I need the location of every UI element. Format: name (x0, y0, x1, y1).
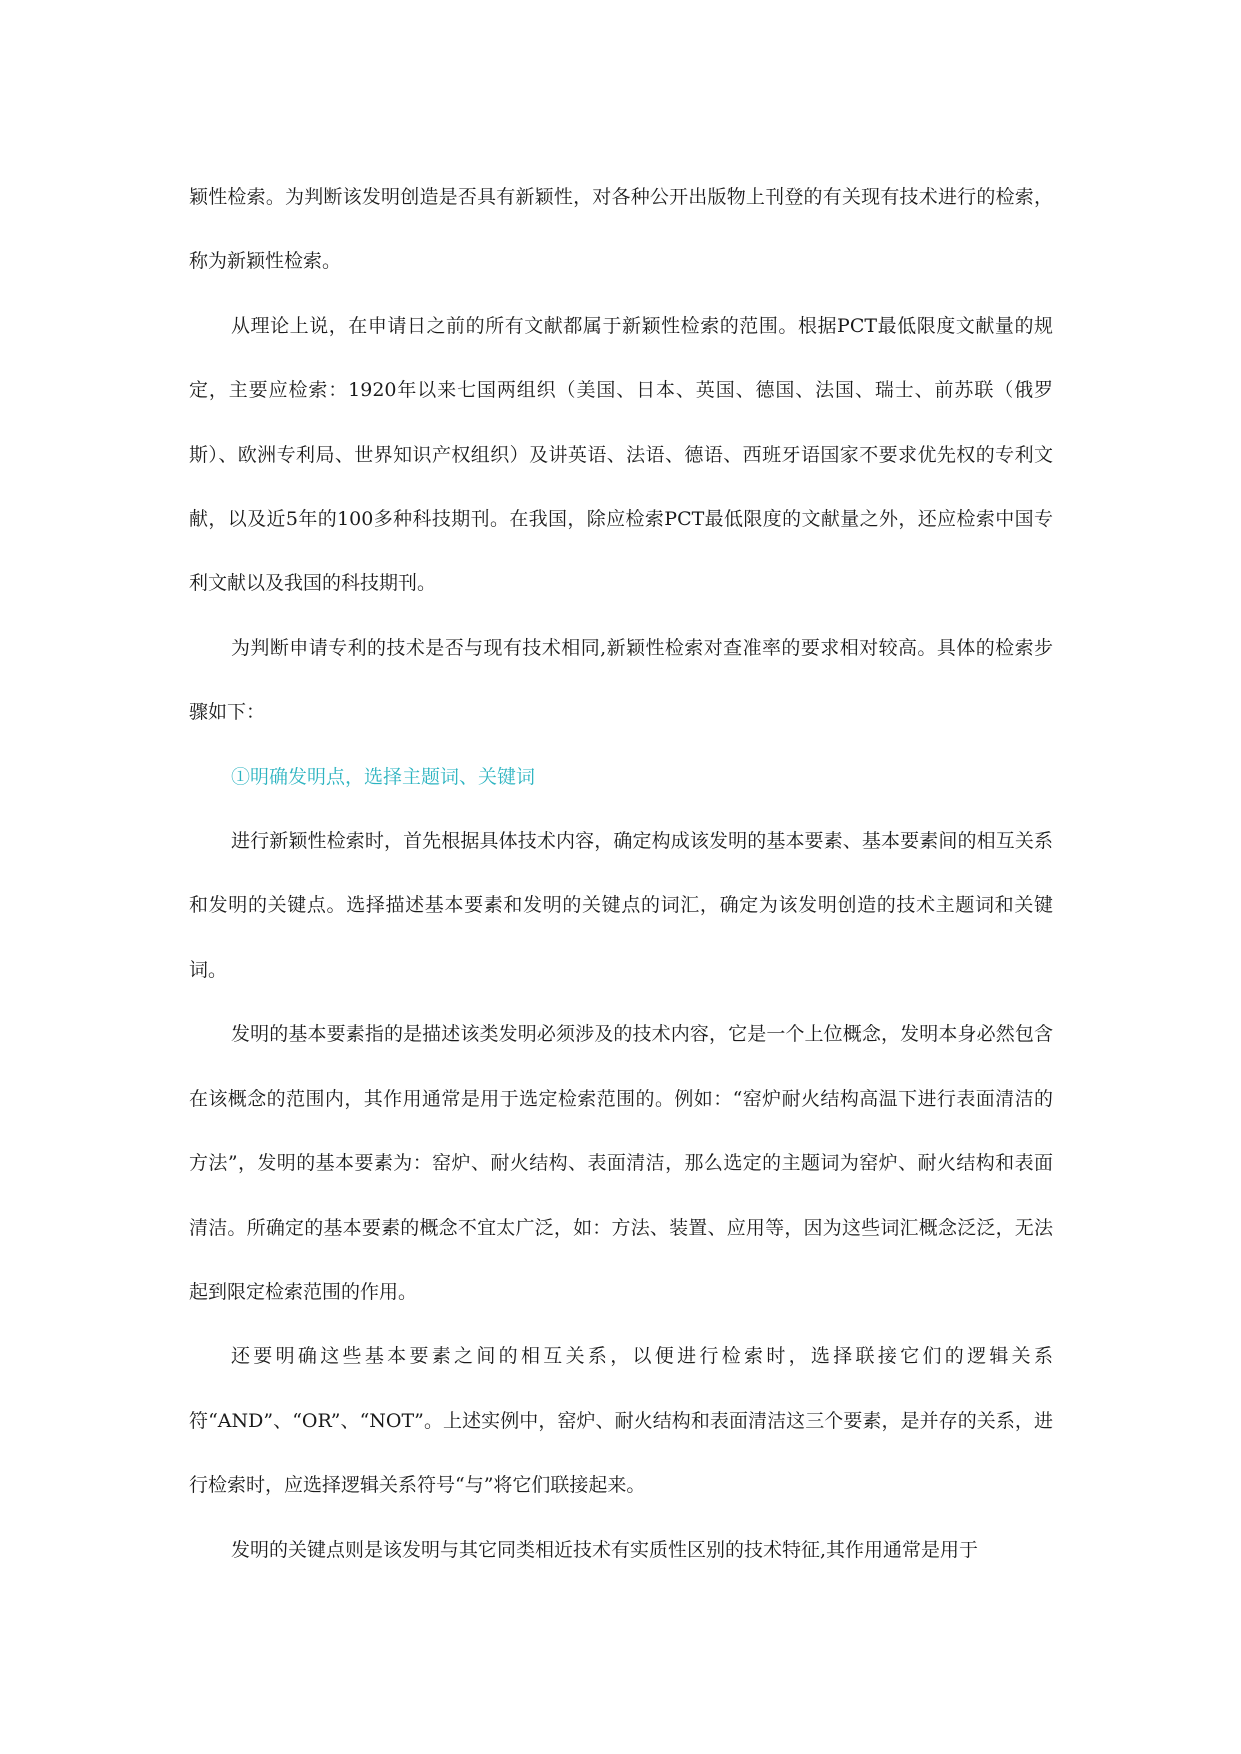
paragraph-search-steps-intro: 为判断申请专利的技术是否与现有技术相同,新颖性检索对查准率的要求相对较高。具体的检索步骤如下： (189, 636, 1053, 724)
document-body (189, 165, 1053, 1582)
section-heading-invention-point: ①明确发明点，选择主题词、关键词 (231, 765, 536, 788)
paragraph-novelty-search-definition: 颖性检索。为判断该发明创造是否具有新颖性，对各种公开出版物上刊登的有关现有技术进行的检索，称为新颖性检索。 (189, 186, 1053, 273)
paragraph-basic-elements-intro: 进行新颖性检索时，首先根据具体技术内容，确定构成该发明的基本要素、基本要素间的相互关系和发明的关键点。选择描述基本要素和发明的关键点的词汇，确定为该发明创造的技术主题词和关键词。 (189, 830, 1053, 981)
paragraph-logical-operators: 还要明确这些基本要素之间的相互关系，以便进行检索时，选择联接它们的逻辑关系符“AND”、“OR”、“NOT”。上述实例中，窑炉、耐火结构和表面清洁这三个要素，是并存的关系，进行检索时，应选择逻辑关系符号“与”将它们联接起来。 (189, 1345, 1053, 1497)
paragraph-search-scope: 从理论上说，在申请日之前的所有文献都属于新颖性检索的范围。根据PCT最低限度文献量的规定，主要应检索：1920年以来七国两组织（美国、日本、英国、德国、法国、瑞士、前苏联（俄罗斯）、欧洲专利局、世界知识产权组织）及讲英语、法语、德语、西班牙语国家不要求优先权的专利文献，以及近5年的100多种科技期刊。在我国，除应检索PCT最低限度的文献量之外，还应检索中国专利文献以及我国的科技期刊。 (189, 314, 1053, 595)
paragraph-key-point: 发明的关键点则是该发明与其它同类相近技术有实质性区别的技术特征,其作用通常是用于 (231, 1538, 979, 1561)
paragraph-basic-elements-example: 发明的基本要素指的是描述该类发明必须涉及的技术内容，它是一个上位概念，发明本身必然包含在该概念的范围内，其作用通常是用于选定检索范围的。例如：“窑炉耐火结构高温下进行表面清洁的方法”，发明的基本要素为：窑炉、耐火结构、表面清洁，那么选定的主题词为窑炉、耐火结构和表面清洁。所确定的基本要素的概念不宜太广泛，如：方法、装置、应用等，因为这些词汇概念泛泛，无法起到限定检索范围的作用。 (189, 1023, 1053, 1303)
